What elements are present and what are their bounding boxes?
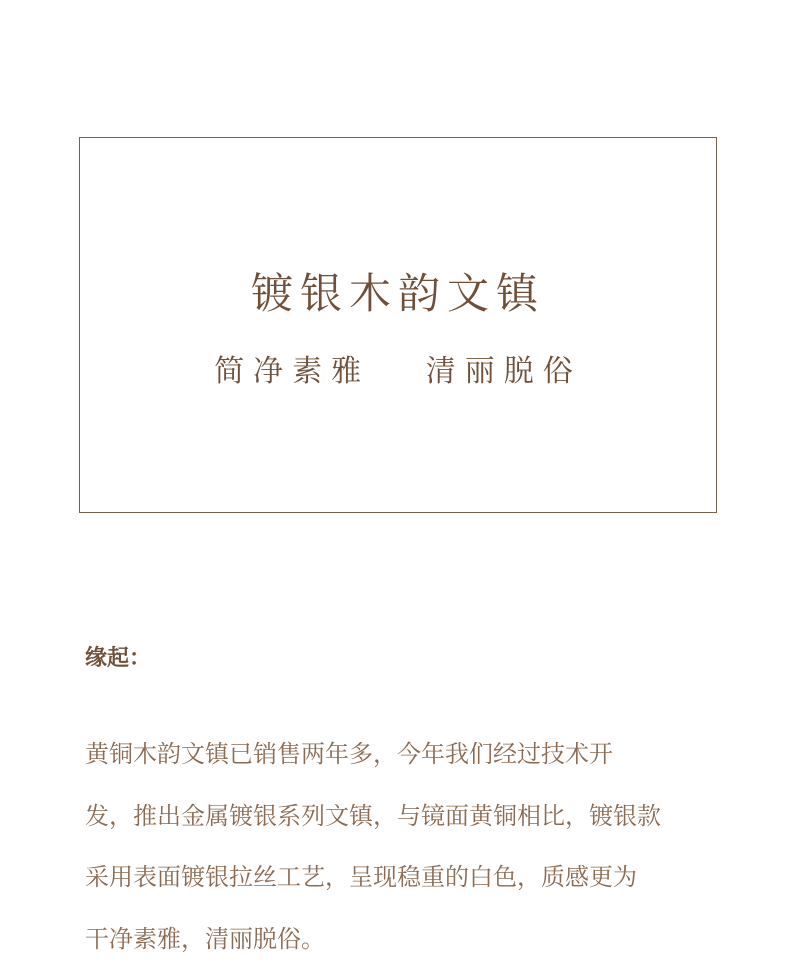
paragraph-line: 采用表面镀银拉丝工艺，呈现稳重的白色，质感更为 xyxy=(85,863,637,891)
paragraph-line: 黄铜木韵文镇已销售两年多，今年我们经过技术开 xyxy=(85,740,613,768)
origin-heading: 缘起： xyxy=(85,646,152,671)
origin-paragraph xyxy=(85,724,725,970)
title-card xyxy=(79,137,717,513)
product-title: 镀银木韵文镇 xyxy=(250,269,545,318)
product-tagline: 简净素雅 清丽脱俗 xyxy=(214,354,582,389)
paragraph-line: 干净素雅，清丽脱俗。 xyxy=(85,924,325,953)
paragraph-line: 发，推出金属镀银系列文镇，与镜面黄铜相比，镀银款 xyxy=(85,801,661,830)
